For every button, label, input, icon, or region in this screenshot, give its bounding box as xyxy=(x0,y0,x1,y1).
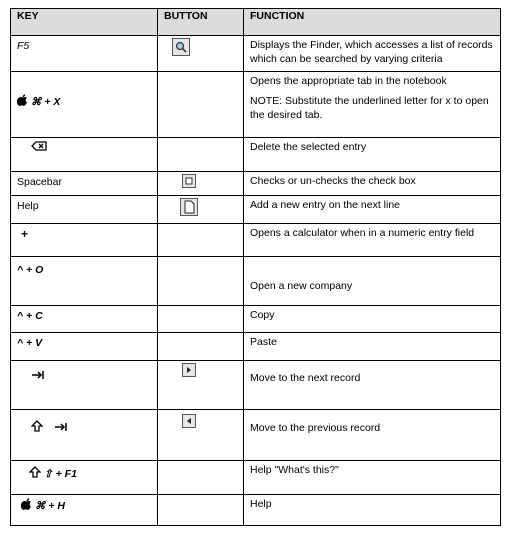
delete-key-icon xyxy=(31,141,47,151)
function-text: Help xyxy=(250,498,272,510)
function-text: Add a new entry on the next line xyxy=(250,199,401,211)
header-button: BUTTON xyxy=(158,9,244,36)
function-text: Copy xyxy=(250,309,275,321)
function-text: Move to the next record xyxy=(250,372,361,384)
function-text: Help "What's this?" xyxy=(250,464,339,476)
table-row xyxy=(11,495,501,526)
table-row xyxy=(11,138,501,172)
key-plus: + xyxy=(21,227,29,241)
function-text: Delete the selected entry xyxy=(250,141,367,153)
table-row xyxy=(11,257,501,306)
shift-key-icon xyxy=(29,466,41,478)
tab-key-icon xyxy=(54,422,68,432)
function-text: Move to the previous record xyxy=(250,422,381,434)
magnifier-icon xyxy=(172,38,190,56)
key-spacebar: Spacebar xyxy=(17,176,62,188)
table-row xyxy=(11,410,501,461)
tab-key-icon xyxy=(31,370,45,380)
table-row xyxy=(11,72,501,138)
key-help: Help xyxy=(17,200,39,212)
table-row xyxy=(11,196,501,224)
table-row xyxy=(11,306,501,333)
apple-icon xyxy=(17,94,28,106)
table-row xyxy=(11,361,501,410)
keyboard-shortcuts-table xyxy=(10,8,501,526)
header-function: FUNCTION xyxy=(244,9,501,36)
function-text: Open a new company xyxy=(250,280,353,292)
table-row xyxy=(11,333,501,361)
function-text: Paste xyxy=(250,336,277,348)
table-row xyxy=(11,172,501,196)
next-record-icon xyxy=(182,363,196,377)
table-row xyxy=(11,224,501,257)
key-ctrl-v: ^ + V xyxy=(17,337,43,349)
function-text: Opens a calculator when in a numeric entry field xyxy=(250,227,475,239)
table-header-row xyxy=(11,9,501,36)
function-text: Checks or un-checks the check box xyxy=(250,175,416,187)
checkbox-icon xyxy=(182,174,196,188)
key-f5: F5 xyxy=(17,40,30,52)
shift-key-icon xyxy=(31,420,43,432)
table-row xyxy=(11,461,501,495)
table-row xyxy=(11,36,501,72)
key-ctrl-o: ^ + O xyxy=(17,264,44,276)
key-cmd-h: ⌘ + H xyxy=(34,500,65,512)
new-entry-icon xyxy=(180,198,198,216)
key-cmd-x: ⌘ + X xyxy=(30,96,61,108)
header-key: KEY xyxy=(11,9,158,36)
function-note: NOTE: Substitute the underlined letter for x to open the desired tab. xyxy=(250,95,489,121)
function-text: Displays the Finder, which accesses a list of records which can be searched by varying criteria xyxy=(250,39,493,65)
key-ctrl-c: ^ + C xyxy=(17,310,43,322)
function-text: Opens the appropriate tab in the notebook xyxy=(250,75,447,87)
key-shift-f1: ⇧ + F1 xyxy=(43,468,77,480)
apple-icon xyxy=(21,498,32,510)
previous-record-icon xyxy=(182,414,196,428)
